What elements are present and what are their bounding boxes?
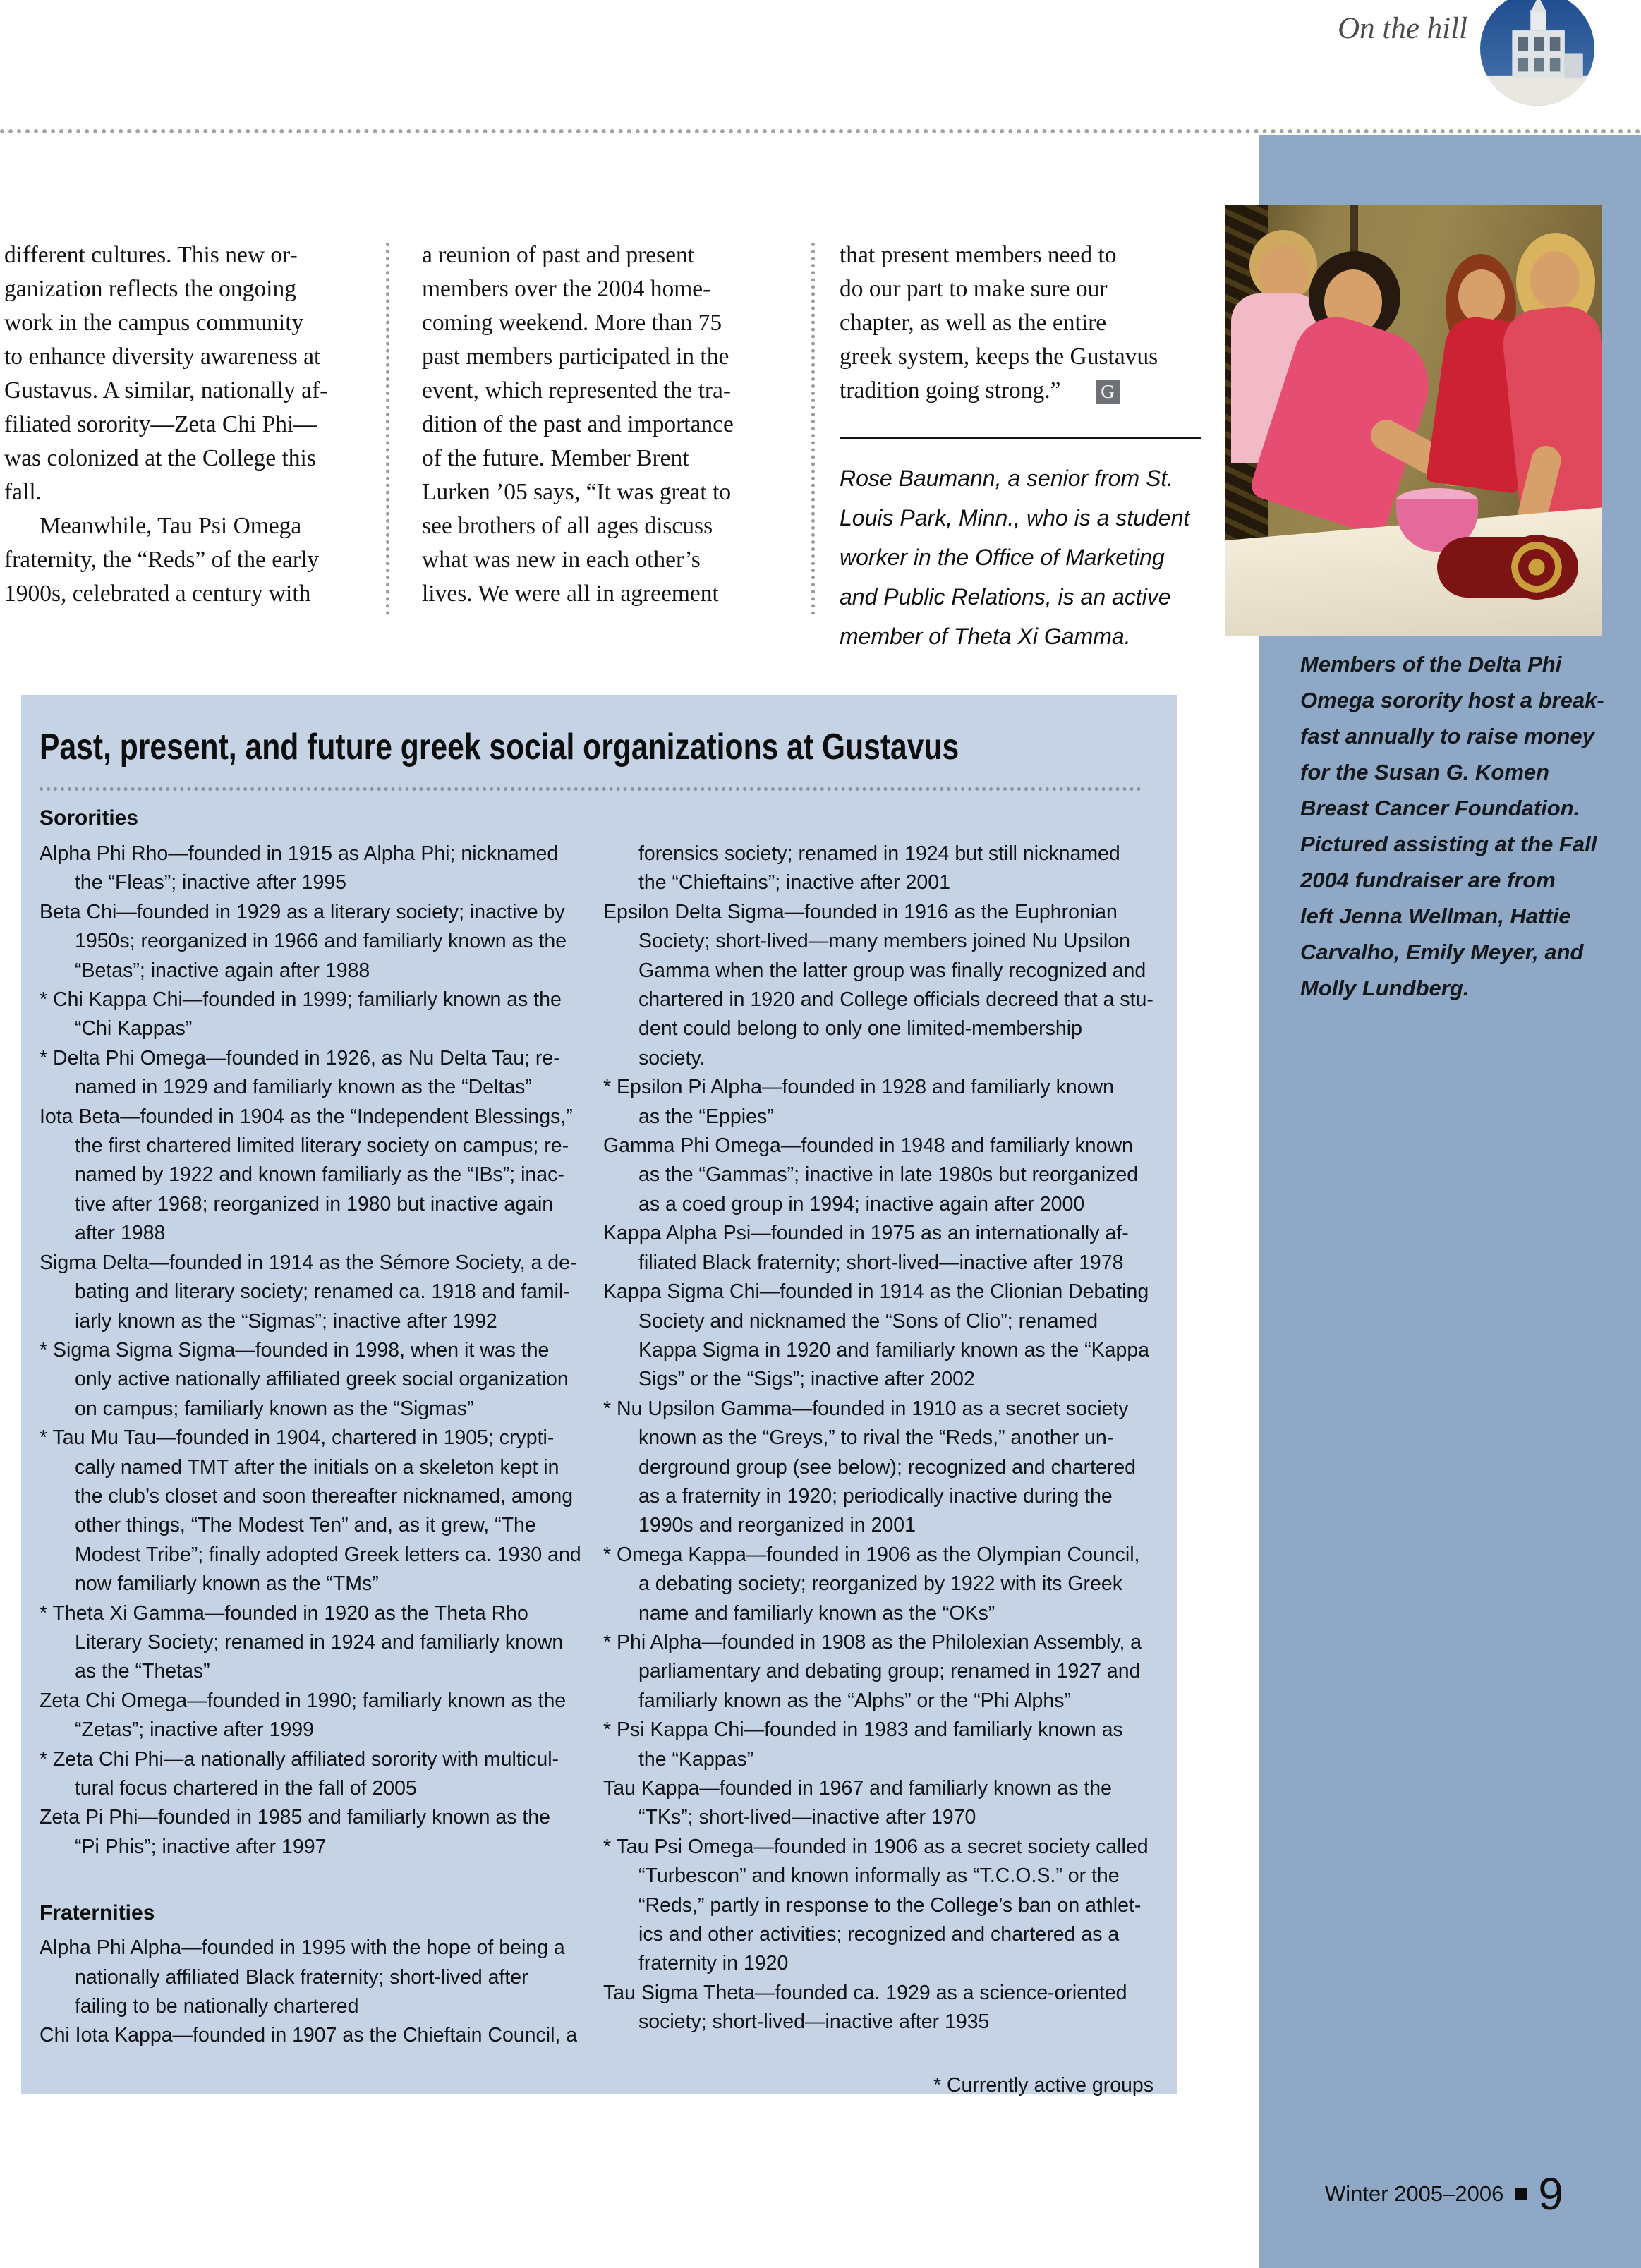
box-title-wrap xyxy=(40,726,1161,768)
text-line: the “Kappas” xyxy=(638,1747,754,1771)
text-line: * Nu Upsilon Gamma—founded in 1910 as a secret society xyxy=(603,1397,1129,1420)
text-line: the first chartered limited literary society on campus; re- xyxy=(75,1134,569,1158)
text-line: cally named TMT after the initials on a skeleton kept in xyxy=(75,1455,559,1479)
text-line: 2004 fundraiser are from xyxy=(1300,868,1556,892)
text-line: as the “Thetas” xyxy=(75,1660,210,1683)
photo-blanket-roll-end xyxy=(1504,535,1569,600)
list-item xyxy=(40,1336,598,1424)
text-line: named by 1922 and known familiarly as the “IBs”; inac- xyxy=(75,1163,564,1187)
text-line: Zeta Pi Phi—founded in 1985 and familiarly known as the xyxy=(40,1806,551,1829)
text-line: Kappa Sigma in 1920 and familiarly known as the “Kappa xyxy=(638,1338,1150,1362)
text-line: do our part to make sure our xyxy=(840,276,1108,302)
text-line: Chi Iota Kappa—founded in 1907 as the Chieftain Council, a xyxy=(40,2024,578,2047)
text-line: Zeta Chi Omega—founded in 1990; familiarly known as the xyxy=(40,1689,567,1712)
campus-building-logo-icon xyxy=(1480,0,1594,106)
building-photo-icon xyxy=(1480,0,1594,106)
list-item xyxy=(603,1774,1153,1833)
text-line: to enhance diversity awareness at xyxy=(4,344,321,370)
text-line: as a fraternity in 1920; periodically inactive during the xyxy=(638,1484,1113,1508)
text-line: Pictured assisting at the Fall xyxy=(1300,832,1597,856)
text-line: dent could belong to only one limited-membership society. xyxy=(638,1017,1082,1069)
list-item xyxy=(40,1745,598,1804)
text-line: of the future. Member Brent xyxy=(422,445,689,471)
text-line: a reunion of past and present xyxy=(422,242,695,268)
text-line: coming weekend. More than 75 xyxy=(422,310,722,336)
text-line: tive after 1968; reorganized in 1980 but inactive again xyxy=(75,1192,554,1215)
text-line: Kappa Alpha Psi—founded in 1975 as an internationally af- xyxy=(603,1222,1129,1245)
text-line: “Reds,” partly in response to the College’s ban on athlet- xyxy=(638,1893,1142,1917)
text-line: fraternity, the “Reds” of the early xyxy=(4,547,320,573)
text-line: “Turbescon” and known informally as “T.C.O.S.” or the xyxy=(638,1864,1120,1888)
text-line: the “Fleas”; inactive after 1995 xyxy=(75,871,346,895)
list-item xyxy=(40,1687,598,1745)
text-line: Members of the Delta Phi xyxy=(1300,652,1562,677)
page-number: 9 xyxy=(1538,2169,1563,2219)
text-line: after 1988 xyxy=(75,1222,166,1245)
text-line: Omega sorority host a break- xyxy=(1300,688,1604,712)
text-line: 1900s, celebrated a century with xyxy=(4,581,311,607)
text-line: 1990s and reorganized in 2001 xyxy=(638,1514,916,1537)
text-line: as the “Gammas”; inactive in late 1980s but reorganized xyxy=(638,1163,1139,1187)
text-line: fast annually to raise money xyxy=(1300,724,1594,748)
box-dotted-rule xyxy=(40,787,1142,791)
text-line: Meanwhile, Tau Psi Omega xyxy=(4,513,302,539)
text-line: Society; short-lived—many members joined Nu Upsilon xyxy=(638,930,1130,953)
text-line: was colonized at the College this xyxy=(4,445,316,471)
text-line: * Tau Mu Tau—founded in 1904, chartered in 1905; crypti- xyxy=(40,1426,555,1450)
text-line: now familiarly known as the “TMs” xyxy=(75,1572,379,1596)
text-line: society; short-lived—inactive after 1935 xyxy=(638,2011,990,2034)
text-line: lives. We were all in agreement xyxy=(422,581,719,607)
text-line: Modest Tribe”; finally adopted Greek letters ca. 1930 and xyxy=(75,1543,581,1566)
byline-divider-rule xyxy=(840,437,1201,439)
contributor-byline xyxy=(840,459,1213,656)
text-line: 1950s; reorganized in 1966 and familiarly known as the xyxy=(75,930,567,953)
fraternity-entry-continuation xyxy=(603,839,1153,898)
gustavus-g-end-badge: G xyxy=(1096,380,1120,404)
list-item xyxy=(40,839,598,898)
list-item xyxy=(603,1132,1153,1219)
text-line: Society and nicknamed the “Sons of Clio”; renamed xyxy=(638,1309,1098,1333)
text-line: * Epsilon Pi Alpha—founded in 1928 and familiarly known xyxy=(603,1076,1115,1099)
text-line: Lurken ’05 says, “It was great to xyxy=(422,479,732,505)
text-line: Literary Society; renamed in 1924 and familiarly known xyxy=(75,1630,564,1654)
text-line: * Zeta Chi Phi—a nationally affiliated sorority with multicul- xyxy=(40,1747,559,1771)
text-line: Gamma Phi Omega—founded in 1948 and familiarly known xyxy=(603,1134,1133,1158)
text-line: Sigs” or the “Sigs”; inactive after 2002 xyxy=(638,1368,975,1391)
footer-square-bullet-icon xyxy=(1515,2188,1527,2200)
fraternities-heading: Fraternities xyxy=(40,1901,155,1925)
text-line: Tau Sigma Theta—founded ca. 1929 as a science-oriented xyxy=(603,1981,1127,2004)
text-line: Rose Baumann, a senior from St. xyxy=(840,466,1174,491)
text-line: Molly Lundberg. xyxy=(1300,976,1470,1000)
text-line: * Phi Alpha—founded in 1908 as the Philolexian Assembly, a xyxy=(603,1630,1142,1654)
list-item xyxy=(40,1044,598,1103)
text-line: other things, “The Modest Ten” and, as it grew, “The xyxy=(75,1514,536,1537)
box-right-column xyxy=(603,839,1153,2097)
list-item xyxy=(40,986,598,1044)
text-line: tradition going strong.” xyxy=(840,377,1061,404)
text-line: Breast Cancer Foundation. xyxy=(1300,796,1580,820)
text-line: * Theta Xi Gamma—founded in 1920 as the Theta Rho xyxy=(40,1601,528,1625)
dotted-divider-top xyxy=(0,129,1641,133)
list-item xyxy=(40,2021,598,2050)
text-line: derground group (see below); recognized and chartered xyxy=(638,1455,1137,1479)
text-line: member of Theta Xi Gamma. xyxy=(840,624,1131,649)
text-line: tural focus chartered in the fall of 2005 xyxy=(75,1777,417,1800)
text-line: chartered in 1920 and College officials decreed that a stu- xyxy=(638,988,1153,1012)
text-line: filiated Black fraternity; short-lived—inactive after 1978 xyxy=(638,1251,1124,1274)
list-item xyxy=(603,1979,1153,2037)
text-line: named in 1929 and familiarly known as the “Deltas” xyxy=(75,1076,532,1099)
section-header: On the hill xyxy=(1338,12,1467,45)
page-footer xyxy=(1325,2171,1563,2217)
text-line: greek system, keeps the Gustavus xyxy=(840,344,1158,370)
text-line: for the Susan G. Komen xyxy=(1300,760,1550,784)
person4-face xyxy=(1530,251,1580,309)
text-line: Alpha Phi Alpha—founded in 1995 with the hope of being a xyxy=(40,1936,565,1960)
text-line: nationally affiliated Black fraternity; short-lived after xyxy=(75,1965,528,1989)
text-line: * Chi Kappa Chi—founded in 1999; familiarly known as the xyxy=(40,988,562,1012)
text-line: Gustavus. A similar, nationally af- xyxy=(4,377,328,404)
text-line: left Jenna Wellman, Hattie xyxy=(1300,904,1571,928)
column-divider-1 xyxy=(386,243,389,615)
text-line: Gamma when the latter group was finally recognized and xyxy=(638,959,1146,982)
list-item xyxy=(40,1103,598,1249)
text-line: parliamentary and debating group; renamed in 1927 and xyxy=(638,1660,1141,1683)
text-line: Alpha Phi Rho—founded in 1915 as Alpha Phi; nicknamed xyxy=(40,842,559,865)
article-column-3 xyxy=(840,238,1203,408)
text-line: dition of the past and importance xyxy=(422,411,734,437)
text-line: Epsilon Delta Sigma—founded in 1916 as the Euphronian xyxy=(603,900,1118,923)
list-item xyxy=(40,1803,598,1862)
list-item xyxy=(603,1395,1153,1541)
text-line: and Public Relations, is an active xyxy=(840,584,1171,610)
text-line: that present members need to xyxy=(840,242,1117,268)
text-line: “TKs”; short-lived—inactive after 1970 xyxy=(638,1806,976,1829)
text-line: * Delta Phi Omega—founded in 1926, as Nu Delta Tau; re- xyxy=(40,1046,560,1069)
list-item xyxy=(603,898,1153,1073)
text-line: see brothers of all ages discuss xyxy=(422,513,713,539)
text-line: Sigma Delta—founded in 1914 as the Sémore Society, a de- xyxy=(40,1251,577,1274)
text-line: “Betas”; inactive again after 1988 xyxy=(75,959,370,982)
person1-face xyxy=(1259,245,1307,301)
text-line: familiarly known as the “Alphs” or the “Phi Alphs” xyxy=(638,1689,1072,1712)
text-line: known as the “Greys,” to rival the “Reds,” another un- xyxy=(638,1426,1114,1450)
text-line: Beta Chi—founded in 1929 as a literary society; inactive by xyxy=(40,900,565,923)
list-item xyxy=(603,1716,1153,1774)
text-line: * Sigma Sigma Sigma—founded in 1998, when it was the xyxy=(40,1338,550,1362)
text-line: the “Chieftains”; inactive after 2001 xyxy=(638,871,950,895)
list-item xyxy=(603,1219,1153,1278)
text-line: work in the campus community xyxy=(4,310,304,336)
list-item xyxy=(603,1833,1153,1979)
issue-label: Winter 2005–2006 xyxy=(1325,2181,1504,2206)
list-item xyxy=(603,1628,1153,1716)
text-line: past members participated in the xyxy=(422,344,729,370)
text-line: “Pi Phis”; inactive after 1997 xyxy=(75,1835,327,1858)
text-line: filiated sorority—Zeta Chi Phi— xyxy=(4,411,317,437)
text-line: event, which represented the tra- xyxy=(422,377,732,404)
active-groups-footnote: * Currently active groups xyxy=(933,2073,1153,2097)
fraternities-list-right xyxy=(603,898,1153,2037)
text-line: failing to be nationally chartered xyxy=(75,1995,359,2018)
list-item xyxy=(603,1541,1153,1628)
text-line: Kappa Sigma Chi—founded in 1914 as the Clionian Debating xyxy=(603,1280,1149,1304)
list-item xyxy=(40,1599,598,1687)
text-line: only active nationally affiliated greek social organization xyxy=(75,1368,569,1391)
text-line: “Chi Kappas” xyxy=(75,1017,193,1041)
text-line: as the “Eppies” xyxy=(638,1105,774,1128)
text-line: ics and other activities; recognized and chartered as a xyxy=(638,1923,1120,1946)
greek-organizations-box xyxy=(21,695,1177,2097)
text-line: bating and literary society; renamed ca. 1918 and famil- xyxy=(75,1280,570,1304)
sororities-list xyxy=(40,839,598,1862)
list-item xyxy=(603,1278,1153,1395)
photo-caption xyxy=(1300,646,1618,1006)
text-line: * Tau Psi Omega—founded in 1906 as a secret society called xyxy=(603,1835,1149,1858)
text-line: name and familiarly known as the “OKs” xyxy=(638,1601,995,1625)
list-item xyxy=(40,1424,598,1599)
text-line: Tau Kappa—founded in 1967 and familiarly known as the xyxy=(603,1777,1112,1800)
article-column-1 xyxy=(4,238,368,611)
text-line: Louis Park, Minn., who is a student xyxy=(840,505,1190,530)
box-title: Past, present, and future greek social organizations at Gustavus xyxy=(40,727,959,768)
text-line: members over the 2004 home- xyxy=(422,276,711,302)
text-line: worker in the Office of Marketing xyxy=(840,545,1165,570)
text-line: forensics society; renamed in 1924 but still nicknamed xyxy=(638,842,1120,865)
text-line: fraternity in 1920 xyxy=(638,1952,789,1975)
column-divider-2 xyxy=(811,243,815,615)
text-line: different cultures. This new or- xyxy=(4,242,298,268)
text-line: chapter, as well as the entire xyxy=(840,310,1107,336)
text-line: iarly known as the “Sigmas”; inactive after 1992 xyxy=(75,1309,497,1333)
text-line: Carvalho, Emily Meyer, and xyxy=(1300,940,1584,964)
text-line: the club’s closet and soon thereafter nicknamed, among xyxy=(75,1484,574,1508)
list-item xyxy=(40,1249,598,1336)
fraternities-list-left xyxy=(40,1934,598,2051)
list-item xyxy=(40,1934,598,2021)
text-line: as a coed group in 1994; inactive again after 2000 xyxy=(638,1192,1085,1215)
text-line: “Zetas”; inactive after 1999 xyxy=(75,1718,314,1742)
text-line: a debating society; reorganized by 1922 with its Greek xyxy=(638,1572,1122,1596)
sororities-heading: Sororities xyxy=(40,806,139,830)
list-item xyxy=(603,1073,1153,1132)
text-line: Iota Beta—founded in 1904 as the “Independent Blessings,” xyxy=(40,1105,573,1128)
person3-face xyxy=(1458,269,1505,323)
text-line: what was new in each other’s xyxy=(422,547,701,573)
box-left-column xyxy=(40,839,598,2051)
fundraiser-photo xyxy=(1225,205,1602,636)
text-line: * Omega Kappa—founded in 1906 as the Olympian Council, xyxy=(603,1543,1140,1566)
text-line: ganization reflects the ongoing xyxy=(4,276,296,302)
text-line: on campus; familiarly known as the “Sigmas” xyxy=(75,1397,474,1420)
list-item xyxy=(40,898,598,986)
article-column-2 xyxy=(422,238,785,611)
text-line: fall. xyxy=(4,479,42,505)
text-line: * Psi Kappa Chi—founded in 1983 and familiarly known as xyxy=(603,1718,1123,1742)
